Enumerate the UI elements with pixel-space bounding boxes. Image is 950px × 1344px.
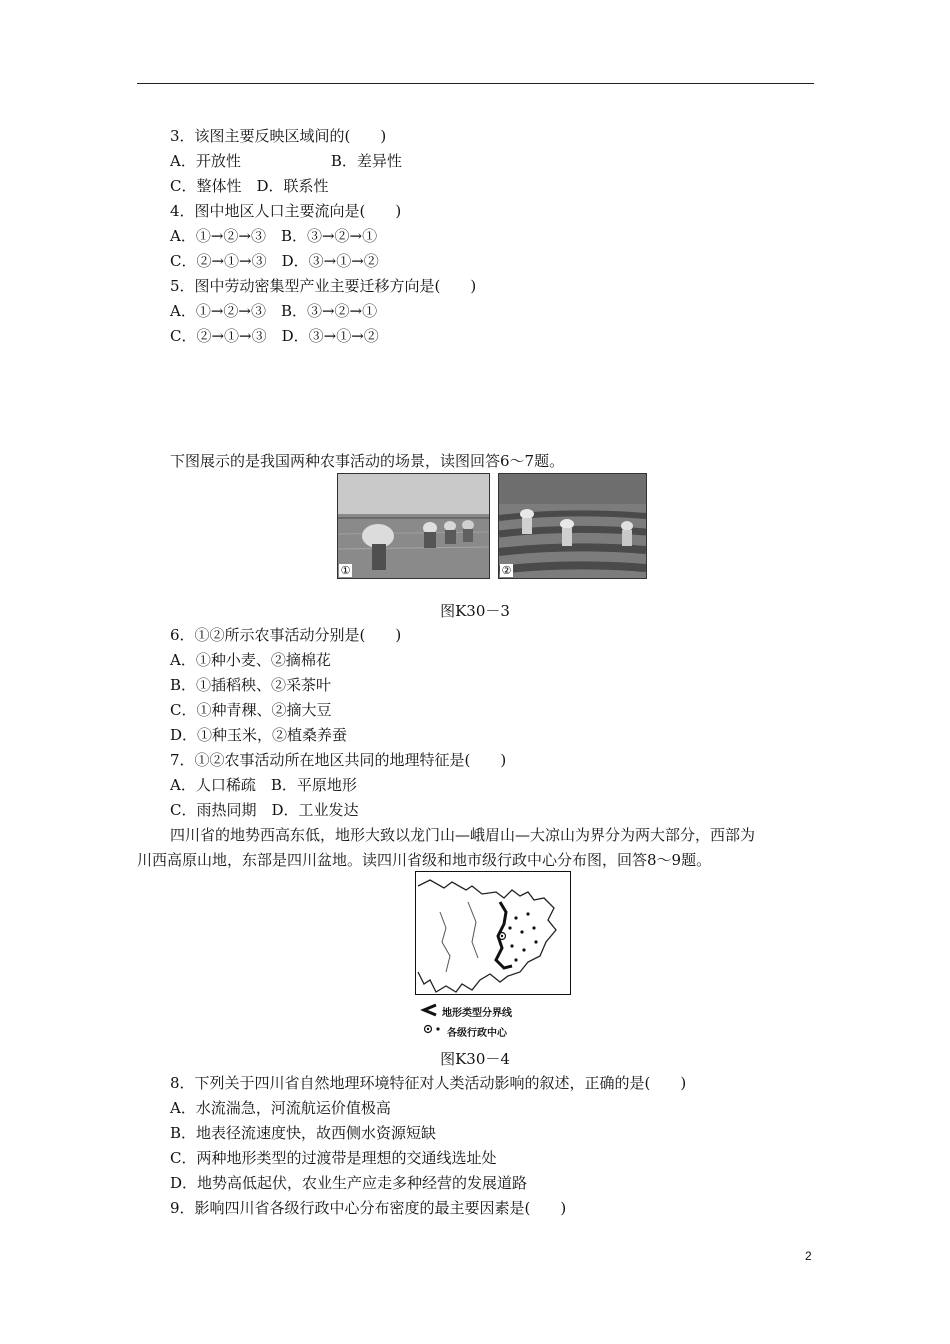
- photo-label-2: ②: [501, 564, 512, 577]
- q8-option-d: D．地势高低起伏，农业生产应走多种经营的发展道路: [170, 1174, 528, 1192]
- q8-option-a: A．水流湍急，河流航运价值极高: [170, 1099, 391, 1117]
- q6-option-d: D．①种玉米，②植桑养蚕: [170, 726, 348, 744]
- q6-option-b: B．①插稻秧、②采茶叶: [170, 676, 332, 694]
- q5-options-ab: A．①→②→③ B．③→②→①: [170, 302, 378, 320]
- header-rule: [137, 83, 814, 84]
- question-8: 8．下列关于四川省自然地理环境特征对人类活动影响的叙述，正确的是( ): [170, 1074, 687, 1092]
- legend-centers-label: 各级行政中心: [447, 1028, 507, 1039]
- intro-6-7: 下图展示的是我国两种农事活动的场景，读图回答6～7题。: [170, 452, 565, 470]
- q6-option-c: C．①种青稞、②摘大豆: [170, 701, 332, 719]
- legend-boundary-label: 地形类型分界线: [442, 1008, 512, 1019]
- q8-option-b: B．地表径流速度快，故西侧水资源短缺: [170, 1124, 437, 1142]
- sichuan-map: [415, 871, 571, 995]
- q4-options-cd: C．②→①→③ D．③→①→②: [170, 252, 379, 270]
- q7-options-ab: A．人口稀疏 B．平原地形: [170, 776, 357, 794]
- q4-options-ab: A．①→②→③ B．③→②→①: [170, 227, 378, 245]
- rice-field-image: [338, 474, 489, 578]
- question-7: 7．①②农事活动所在地区共同的地理特征是( ): [170, 751, 507, 769]
- photo-label-1: ①: [340, 564, 351, 577]
- q8-option-c: C．两种地形类型的过渡带是理想的交通线选址处: [170, 1149, 497, 1167]
- q7-options-cd: C．雨热同期 D．工业发达: [170, 801, 359, 819]
- q3-options-cd: C．整体性 D．联系性: [170, 177, 329, 195]
- q6-option-a: A．①种小麦、②摘棉花: [170, 651, 331, 669]
- photo-rice-transplanting: [337, 473, 490, 579]
- figure-caption-k30-4: 图K30－4: [440, 1050, 510, 1068]
- center-legend-symbol: [423, 1023, 445, 1035]
- q3-options-ab: A．开放性 B．差异性: [170, 152, 402, 170]
- tea-field-image: [499, 474, 646, 578]
- photo-tea-picking: [498, 473, 647, 579]
- question-3: 3．该图主要反映区域间的( ): [170, 127, 387, 145]
- boundary-legend-symbol: [420, 1003, 440, 1017]
- question-9: 9．影响四川省各级行政中心分布密度的最主要因素是( ): [170, 1199, 567, 1217]
- question-6: 6．①②所示农事活动分别是( ): [170, 626, 402, 644]
- question-4: 4．图中地区人口主要流向是( ): [170, 202, 402, 220]
- sichuan-map-drawing: [416, 872, 570, 994]
- page-number: 2: [805, 1249, 812, 1263]
- question-5: 5．图中劳动密集型产业主要迁移方向是( ): [170, 277, 477, 295]
- intro-8-9-line-1: 四川省的地势西高东低，地形大致以龙门山—峨眉山—大凉山为界分为两大部分，西部为: [170, 826, 756, 844]
- q5-options-cd: C．②→①→③ D．③→①→②: [170, 327, 379, 345]
- intro-8-9-line-2: 川西高原山地，东部是四川盆地。读四川省级和地市级行政中心分布图，回答8～9题。: [137, 851, 712, 869]
- figure-caption-k30-3: 图K30－3: [440, 602, 510, 620]
